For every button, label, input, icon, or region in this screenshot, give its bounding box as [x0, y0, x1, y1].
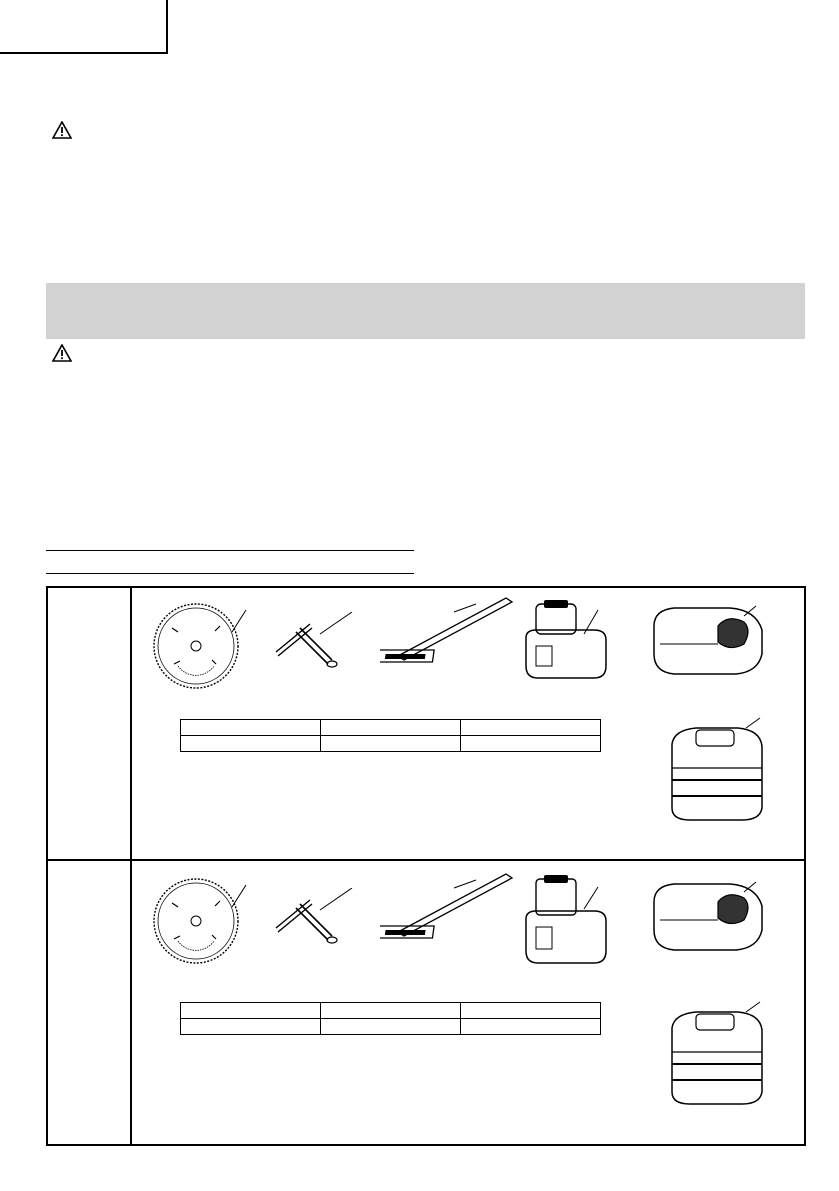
accessories-column-divider	[130, 586, 132, 1146]
table-cell	[181, 720, 321, 736]
saw-blade-icon	[150, 875, 260, 970]
table-cell	[181, 1019, 321, 1035]
warning-triangle-icon	[52, 344, 72, 362]
table-cell	[461, 1019, 601, 1035]
table-cell	[321, 1003, 461, 1019]
table-cell	[321, 736, 461, 752]
table-cell	[461, 736, 601, 752]
table-cell	[321, 720, 461, 736]
battery-pack-icon	[518, 875, 618, 970]
carrying-case-icon	[662, 1000, 774, 1112]
underline-rule	[46, 573, 414, 574]
underline-rule	[46, 550, 414, 551]
header-tab-box	[0, 0, 168, 54]
section-title-band	[46, 283, 805, 339]
table-cell	[461, 1003, 601, 1019]
table-cell	[461, 720, 601, 736]
guide-fence-icon	[380, 594, 520, 690]
model-spec-table	[180, 1002, 601, 1035]
saw-blade-icon	[150, 600, 260, 695]
accessories-row-divider	[46, 859, 806, 861]
table-cell	[321, 1019, 461, 1035]
charger-icon	[648, 596, 768, 686]
charger-icon	[648, 872, 768, 962]
model-spec-table	[180, 719, 601, 752]
battery-pack-icon	[518, 598, 618, 686]
box-wrench-icon	[270, 612, 360, 672]
carrying-case-icon	[662, 716, 774, 828]
table-cell	[181, 736, 321, 752]
warning-triangle-icon	[52, 121, 72, 139]
table-cell	[181, 1003, 321, 1019]
box-wrench-icon	[270, 888, 360, 948]
guide-fence-icon	[380, 870, 520, 966]
